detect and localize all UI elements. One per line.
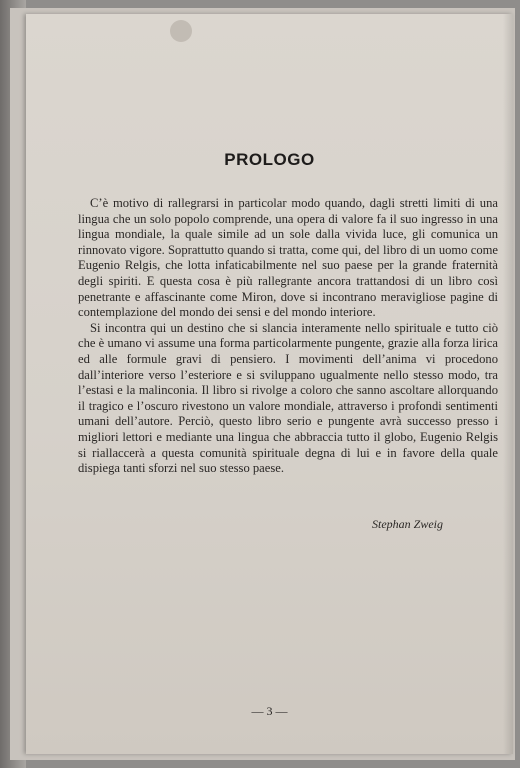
book-page	[26, 14, 513, 754]
paragraph-2: Si incontra qui un destino che si slancia interamente nello spirituale e tutto ciò che è umano vi assume una forma particolarmente pungente, grazie alla forza lirica ed alle formule gravi di pensiero. I movimenti dell’anima vi procedono dall’interiore verso l’esteriore e si sviluppano ugualmente nello stesso modo, tra l’estasi e la malinconia. Il libro si rivolge a coloro che sanno ascoltare allorquando il tragico e l’oscuro rivestono un valore mondiale, attraverso i profondi sentimenti umani dell’autore. Perciò, questo libro serio e pungente avrà successo presso i migliori lettori e mediante una lingua che abbraccia tutto il globo, Eugenio Relgis si riallaccerà a questa comunità spirituale degna di lui e in favore della quale dispiega tanti sforzi nel suo stesso paese.	[78, 320, 498, 476]
paper-stain	[170, 20, 192, 42]
page-number: — 3 —	[251, 704, 288, 718]
page-title: PROLOGO	[224, 150, 315, 169]
paragraph-1: C’è motivo di rallegrarsi in particolar modo quando, dagli stretti limiti di una lingua che un solo popolo comprende, una opera di valore fa il suo ingresso in una lingua mondiale, la quale simile ad un sole dalla vivida luce, gli comunica un rinnovato vigore. Soprattutto quando si tratta, come qui, del libro di un uomo come Eugenio Relgis, che lotta infaticabilmente nel suo paese per la grande fraternità degli spiriti. E questa cosa è più rallegrante ancora trattandosi di un libro così penetrante e affascinante come Miron, dove si incontrano meravigliose pagine di contemplazione del mondo dei sensi e del mondo interiore.	[78, 196, 498, 320]
author-signature: Stephan Zweig	[372, 517, 443, 531]
page-edge-shadow	[503, 14, 513, 754]
prologue-body	[78, 196, 498, 477]
